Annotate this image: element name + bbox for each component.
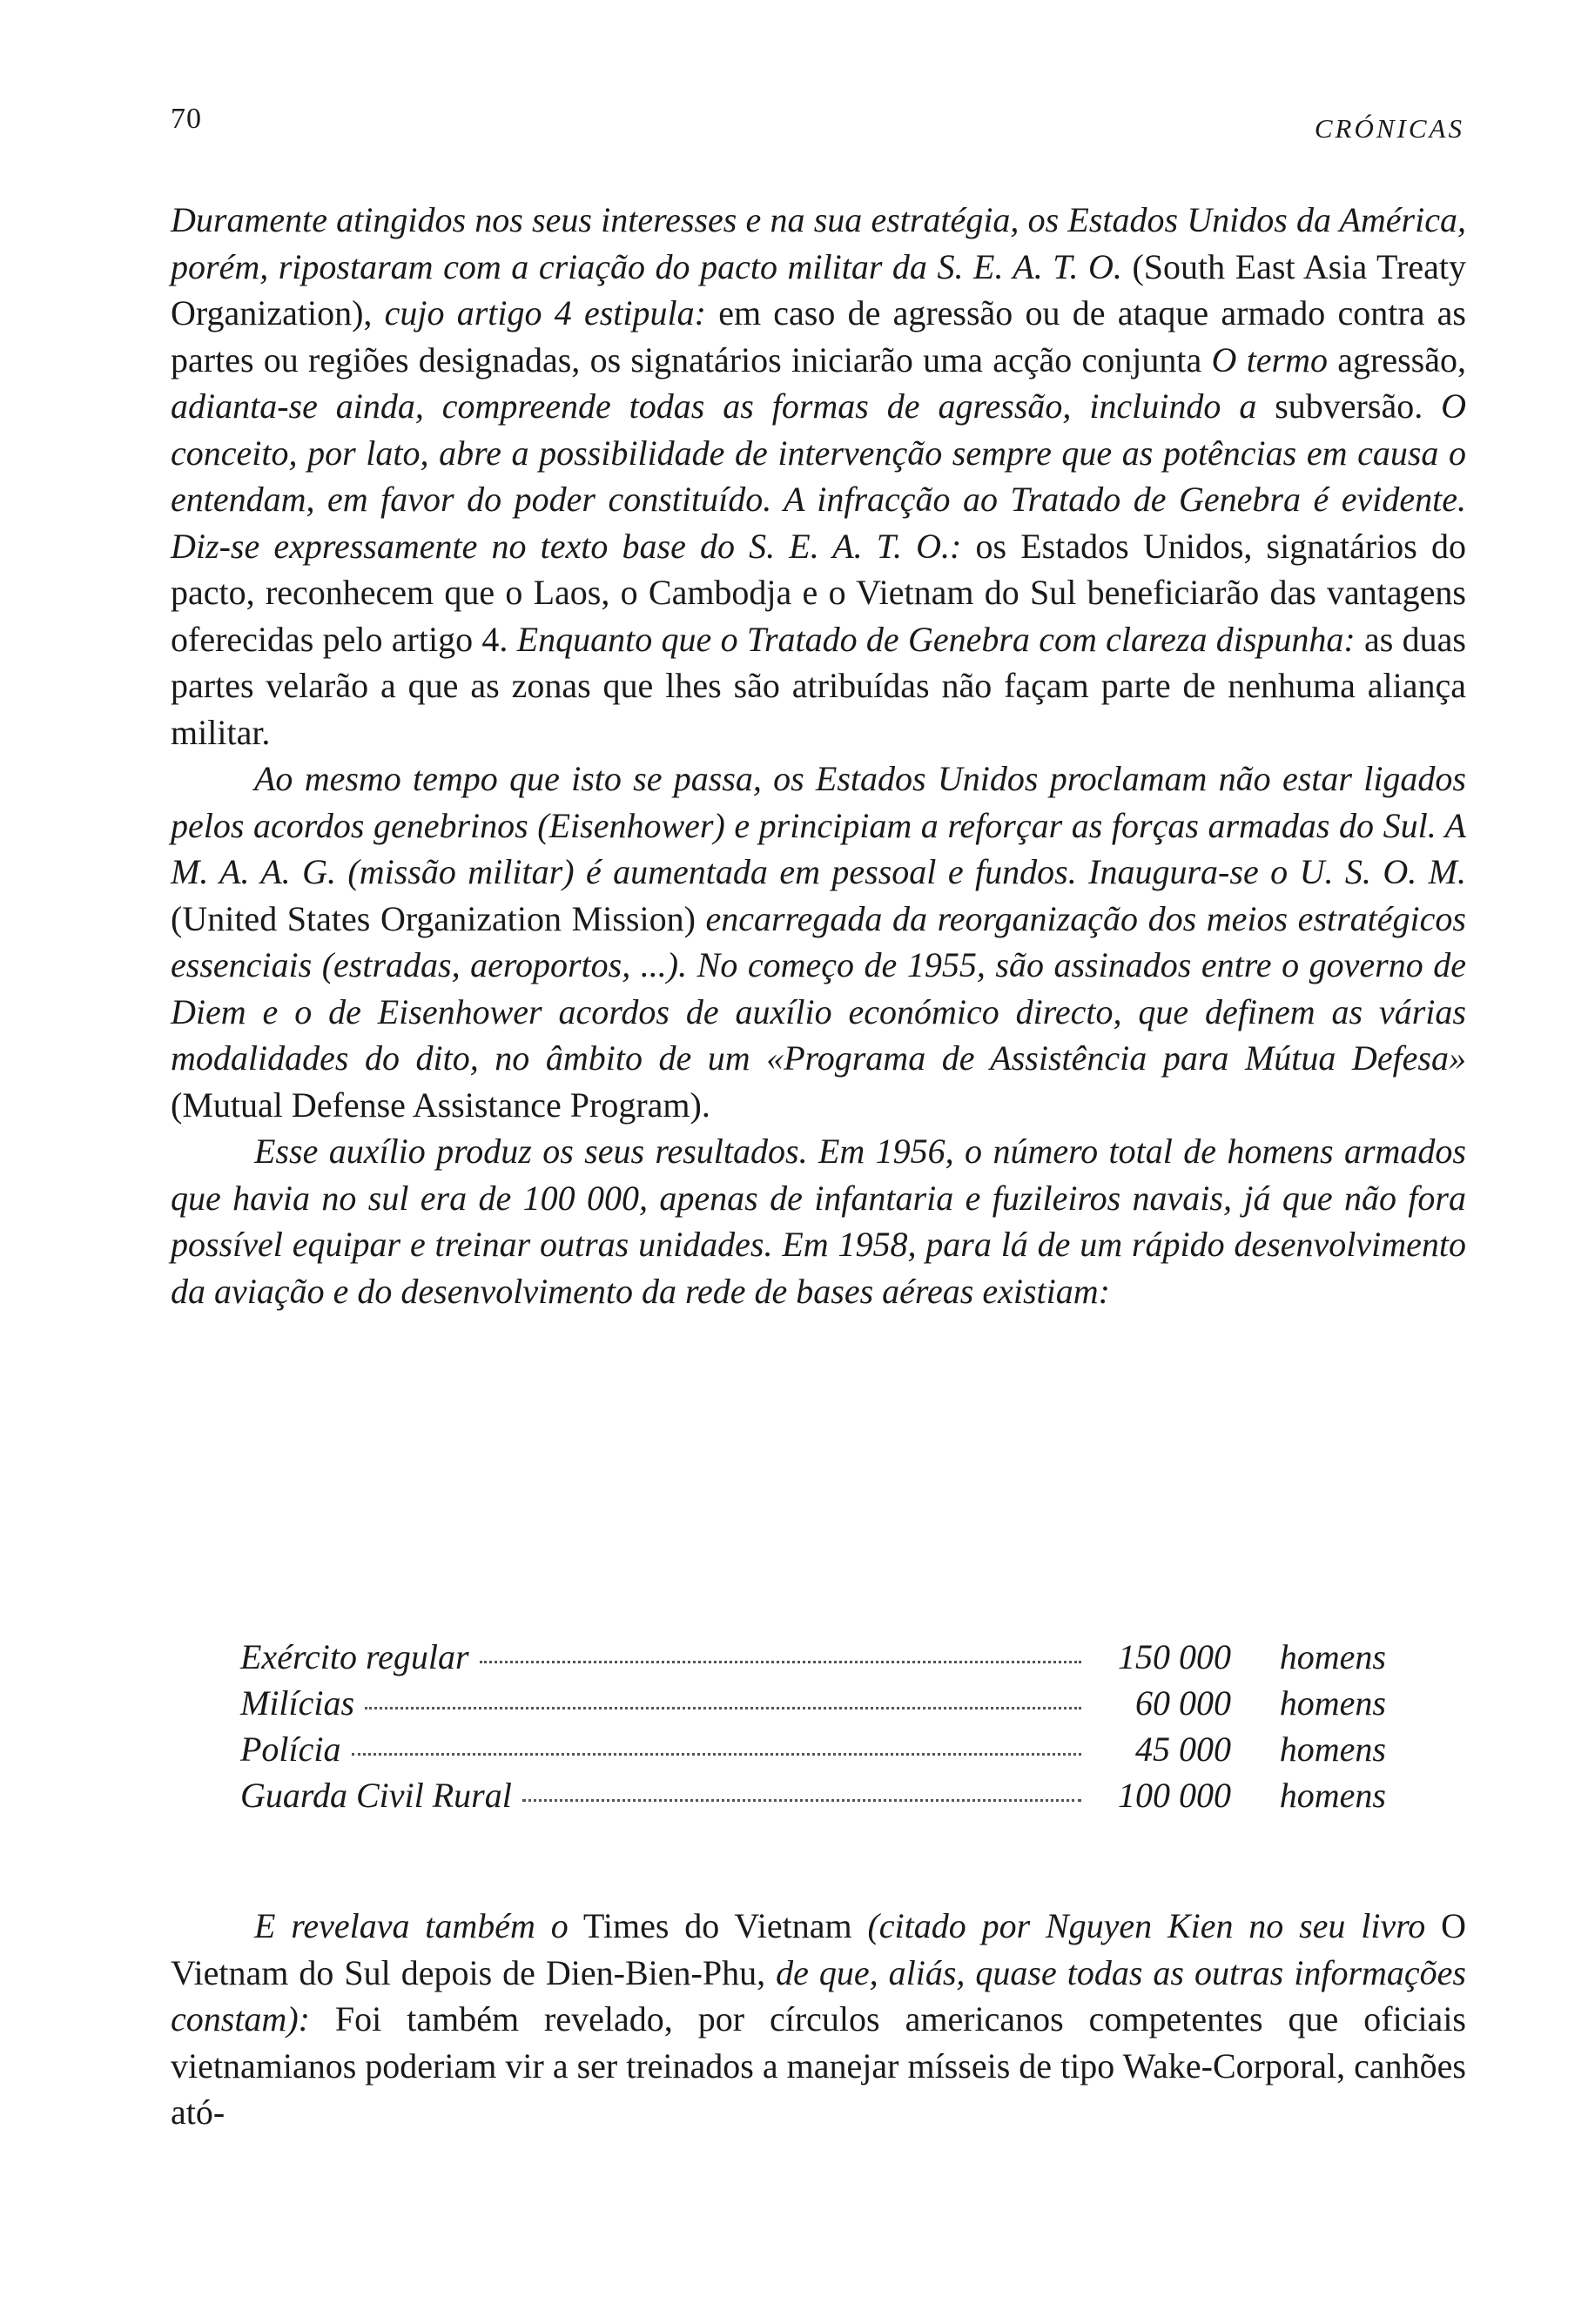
text-run: de que, aliás, quase todas as outras informações constam):	[171, 1952, 1466, 2039]
dot-leader	[522, 1799, 1081, 1802]
forces-row	[240, 1683, 1386, 1729]
page-number: 70	[171, 103, 202, 135]
running-title: CRÓNICAS	[1314, 113, 1464, 144]
paragraph	[171, 1903, 1466, 2136]
forces-value: 45 000	[1135, 1730, 1231, 1769]
text-run: (South East Asia Treaty Organization),	[171, 246, 1466, 332]
closing-text	[171, 1903, 1466, 2136]
forces-label: Polícia	[240, 1730, 341, 1769]
forces-unit: homens	[1279, 1776, 1386, 1815]
text-run: (United States Organization Mission)	[171, 898, 706, 938]
paragraph	[171, 197, 1466, 756]
forces-table	[240, 1636, 1386, 1821]
text-run: (citado por Nguyen Kien no seu livro	[867, 1906, 1426, 1945]
text-run: agressão,	[1328, 339, 1466, 379]
text-run: Esse auxílio produz os seus resultados. Em 1956, o número total de homens armados que havia no sul era de 100 000, apenas de infantaria e fuzileiros navais, já que não fora possível equipar e treinar outras unidades. Em 1958, para lá de um rápido desenvolvimento da aviação e do desenvolvimento da rede de bases aéreas existiam:	[171, 1132, 1466, 1311]
dot-leader	[480, 1661, 1081, 1663]
forces-label: Exército regular	[240, 1637, 469, 1676]
dot-leader	[365, 1707, 1081, 1709]
paragraph	[171, 1128, 1466, 1314]
forces-unit: homens	[1279, 1683, 1386, 1723]
paragraph	[171, 756, 1466, 1128]
body-text	[171, 197, 1466, 1314]
text-run: cujo artigo 4 estipula:	[384, 293, 706, 332]
text-run: O termo	[1211, 339, 1329, 379]
text-run: Foi também revelado, por círculos americanos competentes que oficiais vietnamianos poderiam vir a ser treinados a manejar mísseis de tipo Wake-Corporal, canhões ató-	[171, 1999, 1466, 2132]
forces-row	[240, 1729, 1386, 1775]
text-run: Times do Vietnam	[568, 1906, 868, 1945]
forces-row	[240, 1636, 1386, 1683]
forces-value: 150 000	[1118, 1637, 1231, 1676]
text-run: subversão.	[1256, 386, 1442, 426]
forces-value: 60 000	[1135, 1683, 1231, 1723]
text-run: O conceito, por lato, abre a possibilidade de intervenção sempre que as potências em causa o entendam, em favor do poder constituído. A infracção ao Tratado de Genebra é evidente. Diz-se expressamente no texto base do S. E. A. T. O.:	[171, 386, 1466, 566]
forces-label: Milícias	[240, 1683, 355, 1723]
text-run: E revelava também o	[254, 1906, 569, 1945]
text-run: Enquanto que o Tratado de Genebra com clareza dispunha:	[516, 619, 1356, 659]
forces-unit: homens	[1279, 1637, 1386, 1676]
text-run: os Estados Unidos, signatários do pacto, reconhecem que o Laos, o Cambodja e o Vietnam do Sul beneficiarão das vantagens oferecidas pelo artigo 4.	[171, 526, 1466, 659]
dot-leader	[352, 1753, 1081, 1756]
text-run: as duas partes velarão a que as zonas que lhes são atribuídas não façam parte de nenhuma aliança militar.	[171, 619, 1466, 752]
text-run: encarregada da reorganização dos meios estratégicos essenciais (estradas, aeroportos, ...). No começo de 1955, são assinados entre o governo de Diem e o de Eisenhower acordos de auxílio económico directo, que definem as várias modalidades do dito, no âmbito de um «Programa de Assistência para Mútua Defesa»	[171, 898, 1466, 1078]
text-run: Duramente atingidos nos seus interesses e na sua estratégia, os Estados Unidos da América, porém, ripostaram com a criação do pacto militar da S. E. A. T. O.	[171, 200, 1466, 286]
text-run: em caso de agressão ou de ataque armado contra as partes ou regiões designadas, os signatários iniciarão uma acção conjunta	[171, 293, 1466, 379]
text-run: (Mutual Defense Assistance Program).	[171, 1085, 710, 1125]
text-run: O Vietnam do Sul depois de Dien-Bien-Phu,	[171, 1906, 1467, 1992]
forces-value: 100 000	[1118, 1776, 1231, 1815]
forces-unit: homens	[1279, 1730, 1386, 1769]
text-run: adianta-se ainda, compreende todas as formas de agressão, incluindo a	[171, 386, 1257, 426]
forces-row	[240, 1775, 1386, 1821]
text-run: Ao mesmo tempo que isto se passa, os Estados Unidos proclamam não estar ligados pelos acordos genebrinos (Eisenhower) e principiam a reforçar as forças armadas do Sul. A M. A. A. G. (missão militar) é aumentada em pessoal e fundos. Inaugura-se o U. S. O. M.	[171, 759, 1466, 891]
forces-label: Guarda Civil Rural	[240, 1776, 512, 1815]
